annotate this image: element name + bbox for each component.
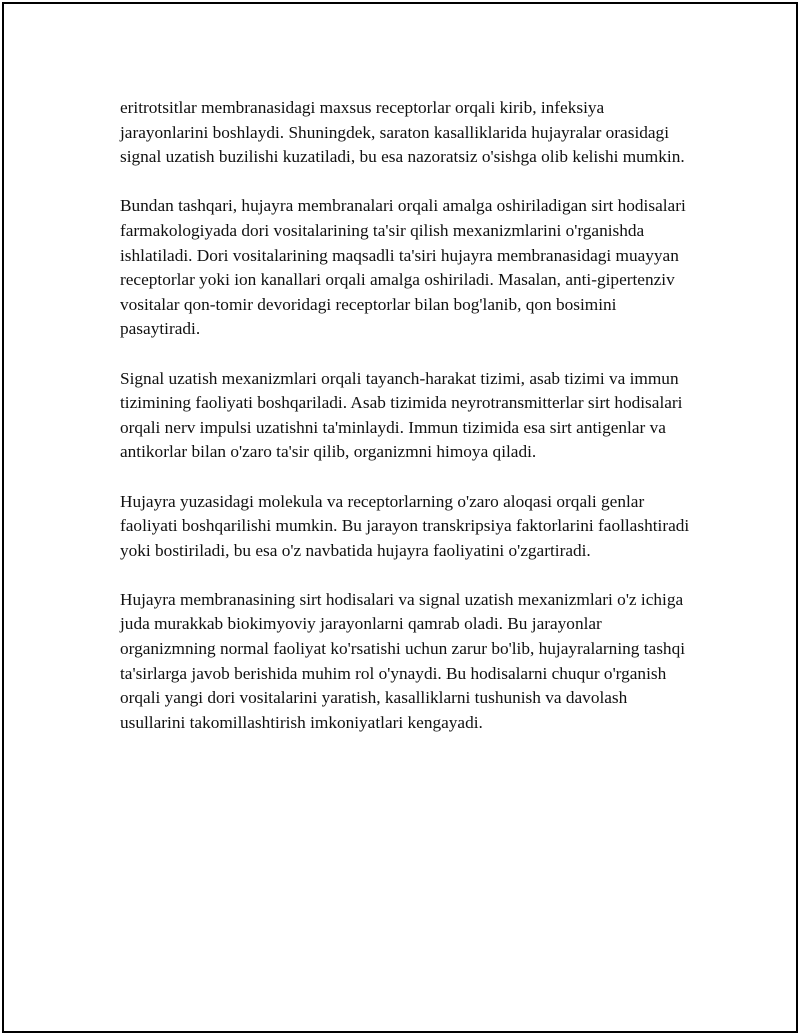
paragraph-4: Hujayra yuzasidagi molekula va receptorlarning o'zaro aloqasi orqali genlar faoliyati boshqarilishi mumkin. Bu jarayon transkripsiya faktorlarini faollashtiradi yoki bostiriladi, bu esa o'z navbatida hujayra faoliyatini o'zgartiradi.: [120, 491, 690, 560]
document-body: [120, 96, 690, 760]
paragraph-2: Bundan tashqari, hujayra membranalari orqali amalga oshiriladigan sirt hodisalari farmakologiyada dori vositalarining ta'sir qilish mexanizmlarini o'rganishda ishlatiladi. Dori vositalarining maqsadli ta'siri hujayra membranasidagi muayyan receptorlar yoki ion kanallari orqali amalga oshiriladi. Masalan, anti-gipertenziv vositalar qon-tomir devoridagi receptorlar bilan bog'lanib, qon bosimini pasaytiradi.: [120, 196, 686, 339]
paragraph-3: Signal uzatish mexanizmlari orqali tayanch-harakat tizimi, asab tizimi va immun tizimining faoliyati boshqariladi. Asab tizimida neyrotransmitterlar sirt hodisalari orqali nerv impulsi uzatishni ta'minlaydi. Immun tizimida esa sirt antigenlar va antikorlar bilan o'zaro ta'sir qilib, organizmni himoya qiladi.: [120, 368, 683, 462]
paragraph-5: Hujayra membranasining sirt hodisalari va signal uzatish mexanizmlari o'z ichiga juda murakkab biokimyoviy jarayonlarni qamrab oladi. Bu jarayonlar organizmning normal faoliyat ko'rsatishi uchun zarur bo'lib, hujayralarning tashqi ta'sirlarga javob berishida muhim rol o'ynaydi. Bu hodisalarni chuqur o'rganish orqali yangi dori vositalarini yaratish, kasalliklarni tushunish va davolash usullarini takomillashtirish imkoniyatlari kengayadi.: [120, 589, 686, 732]
document-page: [2, 2, 798, 1033]
paragraph-1: eritrotsitlar membranasidagi maxsus receptorlar orqali kirib, infeksiya jarayonlarini boshlaydi. Shuningdek, saraton kasalliklarida hujayralar orasidagi signal uzatish buzilishi kuzatiladi, bu esa nazoratsiz o'sishga olib kelishi mumkin.: [120, 98, 685, 167]
